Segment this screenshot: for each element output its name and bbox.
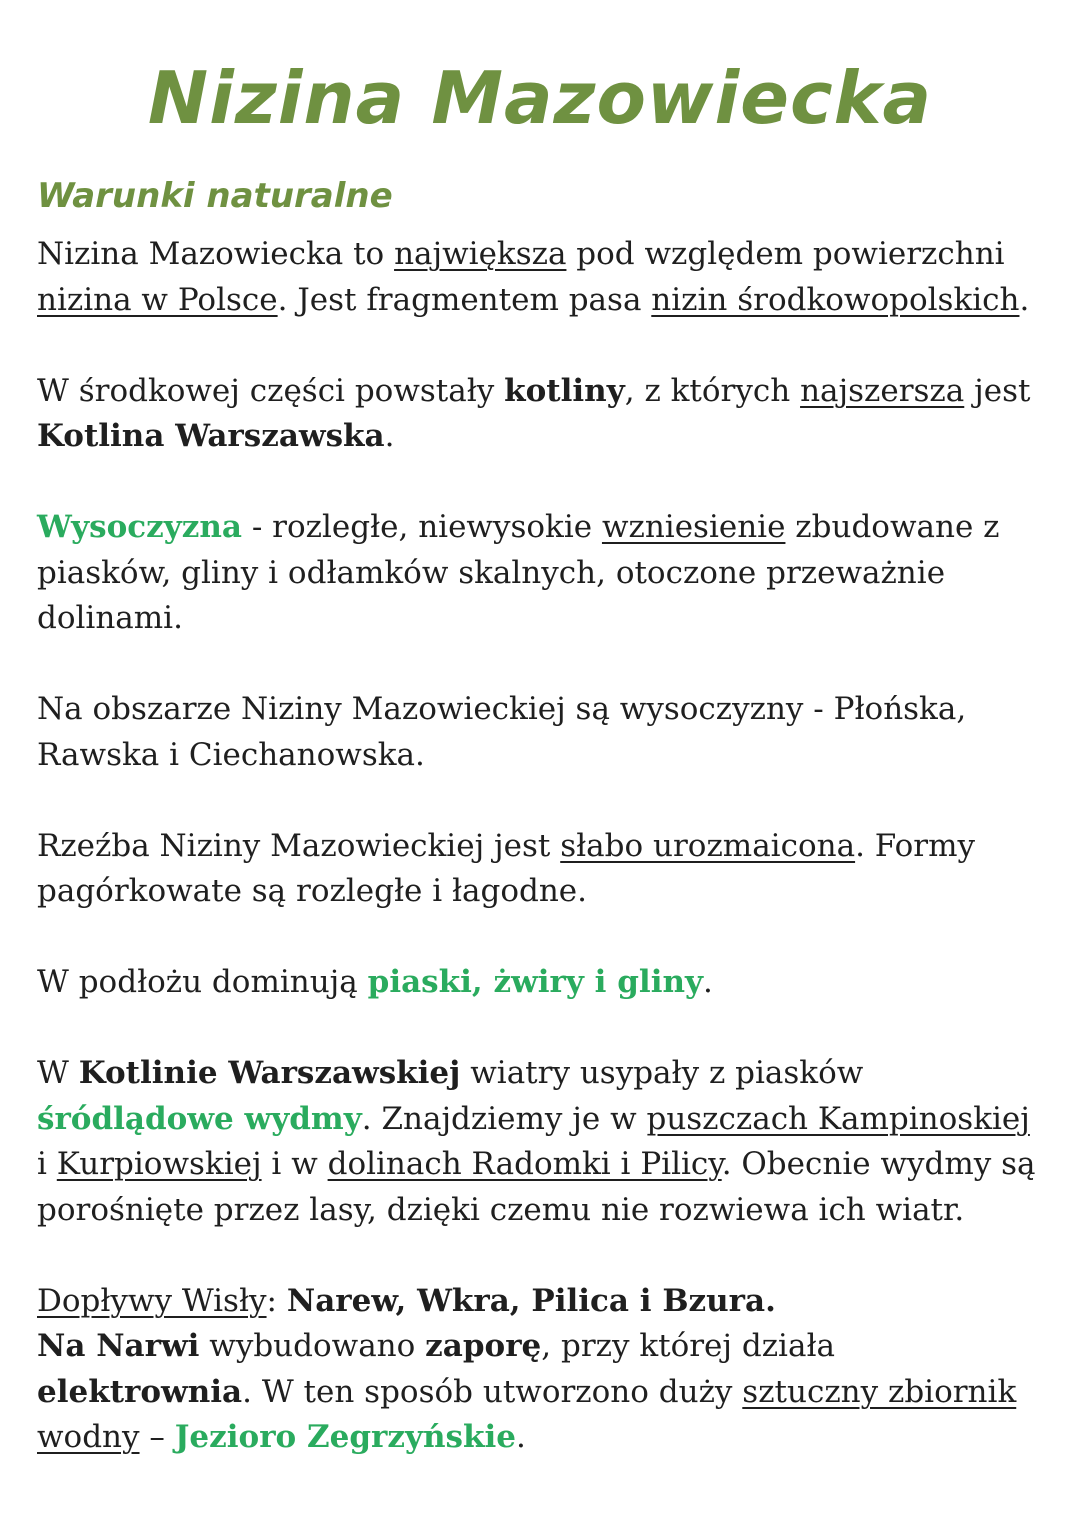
underlined-text: najszersza [800,372,965,409]
text-span: W [37,1055,79,1091]
text-span: , przy której działa [541,1328,835,1364]
section-heading: Warunki naturalne [37,176,393,216]
text-span: . Obecnie wydmy są porośnięte przez lasy, dzięki czemu nie rozwiewa ich wiatr. [37,1146,1036,1228]
underlined-text: puszczach Kampinoskiej [646,1100,1030,1137]
bold-text: kotliny [504,372,625,409]
text-span: - rozległe, niewysokie [242,509,602,545]
bold-text: Na Narwi [37,1328,200,1364]
text-span: – [139,1419,175,1455]
underlined-text: dolinach Radomki i Pilicy [327,1146,722,1182]
underlined-text: sztuczny zbiornik wodny [37,1373,1017,1455]
paragraph-reservoir [37,1324,1057,1461]
paragraph-tributaries [37,1279,1057,1325]
paragraph-lowland-size [37,232,1057,323]
text-span: : [266,1282,287,1319]
text-span: zbudowane z piasków, gliny i odłamków skalnych, otoczone przeważnie dolinami. [37,509,1000,636]
underlined-text: wzniesienie [601,509,786,545]
text-span: . [384,418,395,454]
document-body [37,232,1057,1506]
underlined-text: Dopływy Wisły [37,1282,267,1319]
text-span: , z których [624,372,801,409]
bold-text: Kotlinie Warszawskiej [78,1055,461,1091]
underlined-text: Kurpiowskiej [56,1146,262,1182]
text-span: Nizina Mazowiecka to [37,236,395,272]
paragraph-uplands-list [37,687,1057,778]
bold-text: zaporę [425,1328,542,1364]
text-span: Rzeźba Niziny Mazowieckiej jest [37,827,561,864]
text-span: wiatry usypały z piasków [460,1055,864,1091]
underlined-text: słabo urozmaicona [560,827,856,864]
bold-text: elektrownia [37,1373,243,1410]
paragraph-dunes [37,1051,1057,1233]
highlighted-term: Jezioro Zegrzyńskie [174,1419,516,1455]
text-span: . Formy pagórkowate są rozległe i łagodne. [37,827,975,909]
text-span: . [1019,281,1030,318]
text-span: i w [261,1146,328,1182]
text-span: . Jest fragmentem pasa [277,281,652,318]
text-span: pod względem powierzchni [566,236,1005,272]
paragraph-upland-definition [37,505,1057,642]
text-span: W środkowej części powstały [37,372,505,409]
text-span: . [703,964,713,1000]
underlined-text: największa [394,236,567,272]
text-span: . Znajdziemy je w [361,1100,647,1137]
text-span: Na obszarze Niziny Mazowieckiej są wysoczyzny - Płońska, Rawska i Ciechanowska. [37,691,967,773]
page-title: Nizina Mazowiecka [147,56,933,140]
text-span: . [515,1419,526,1455]
highlighted-term: śródlądowe wydmy [37,1100,362,1137]
text-span: W podłożu dominują [37,964,368,1000]
bold-text: Narew, Wkra, Pilica i Bzura. [286,1282,776,1319]
paragraph-subsoil [37,960,1057,1006]
text-span: i [37,1146,57,1182]
text-span: wybudowano [199,1328,426,1364]
underlined-text: nizin środkowopolskich [651,281,1020,318]
highlighted-term: Wysoczyzna [37,509,242,545]
underlined-text: nizina w Polsce [37,281,278,318]
highlighted-term: piaski, żwiry i gliny [367,964,704,1000]
bold-text: Kotlina Warszawska [37,418,385,454]
text-span: . W ten sposób utworzono duży [242,1373,743,1410]
paragraph-basins [37,369,1057,460]
paragraph-relief [37,824,1057,915]
text-span: jest [964,372,1031,409]
